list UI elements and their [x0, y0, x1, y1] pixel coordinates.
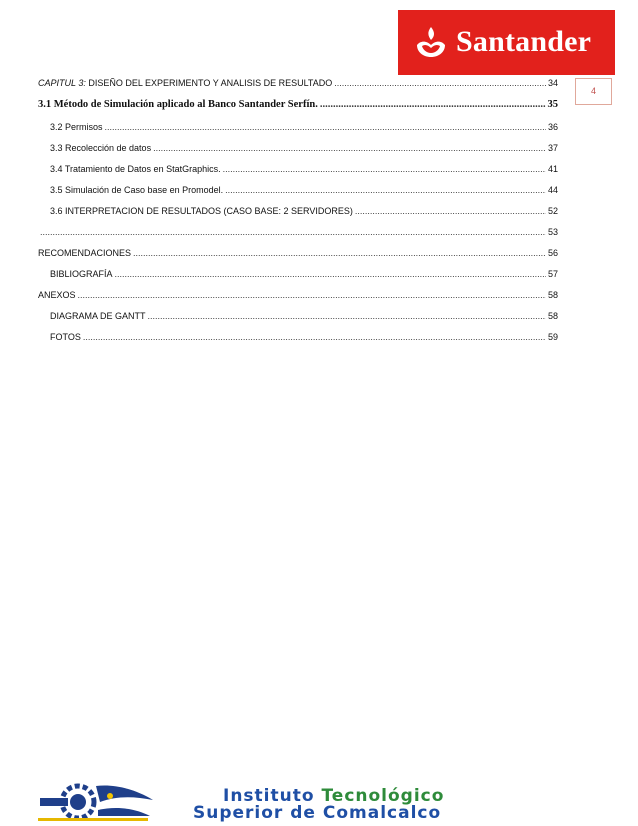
toc-entry[interactable] [38, 332, 558, 353]
toc-entry-title: 3.3 Recolección de datos [50, 143, 152, 153]
dot-leader [115, 269, 546, 279]
toc-entry-title: 3.1 Método de Simulación aplicado al Banco Santander Serfín. [38, 99, 318, 110]
dot-leader [223, 164, 546, 174]
dot-leader [78, 290, 546, 300]
toc-entry[interactable] [38, 122, 558, 143]
dot-leader [105, 122, 546, 132]
toc-entry-title [38, 78, 332, 88]
dot-leader [83, 332, 546, 342]
toc-entry-title: BIBLIOGRAFÍA [50, 269, 113, 279]
toc-entry-title: 3.6 INTERPRETACION DE RESULTADOS (CASO BASE: 2 SERVIDORES) [50, 206, 353, 216]
toc-entry[interactable] [38, 206, 558, 227]
toc-entry[interactable] [38, 269, 558, 290]
toc-entry[interactable] [38, 227, 558, 248]
table-of-contents [38, 78, 558, 353]
dot-leader [40, 227, 546, 237]
santander-flame-icon [413, 25, 449, 59]
toc-entry-title: RECOMENDACIONES [38, 248, 132, 258]
dot-leader [225, 185, 546, 195]
santander-logo [398, 10, 615, 75]
toc-entry-page: 37 [547, 143, 558, 153]
page-number-badge: 4 [575, 78, 612, 105]
toc-entry[interactable] [38, 311, 558, 332]
toc-entry-title: 3.2 Permisos [50, 122, 103, 132]
toc-entry[interactable] [38, 164, 558, 185]
toc-entry[interactable] [38, 143, 558, 164]
toc-entry-text: DISEÑO DEL EXPERIMENTO Y ANALISIS DE RESULTADO [85, 78, 333, 88]
dot-leader [133, 248, 546, 258]
toc-entry-title: 3.5 Simulación de Caso base en Promodel. [50, 185, 224, 195]
dot-leader [334, 78, 546, 88]
dot-leader [320, 99, 546, 110]
dot-leader [148, 311, 546, 321]
toc-entry-page: 52 [547, 206, 558, 216]
toc-entry-title: DIAGRAMA DE GANTT [50, 311, 146, 321]
toc-entry-title: FOTOS [50, 332, 81, 342]
toc-entry[interactable] [38, 290, 558, 311]
toc-entry-page: 35 [547, 99, 558, 110]
institute-footer [38, 780, 598, 822]
institute-word: Instituto [223, 786, 322, 806]
institute-word-green: Tecnológico [321, 786, 445, 806]
toc-entry-title: ANEXOS [38, 290, 76, 300]
toc-entry-page: 34 [547, 78, 558, 88]
toc-entry-page: 36 [547, 122, 558, 132]
institute-gear-logo-icon [38, 780, 158, 822]
brand-name: Santander [456, 25, 592, 58]
toc-entry-page: 56 [547, 248, 558, 258]
toc-entry-title: 3.4 Tratamiento de Datos en StatGraphics. [50, 164, 221, 174]
toc-entry-page: 44 [547, 185, 558, 195]
toc-entry-page: 57 [547, 269, 558, 279]
toc-entry-page: 53 [547, 227, 558, 237]
toc-entry-prefix: CAPITUL 3: [38, 78, 86, 88]
toc-entry[interactable] [38, 185, 558, 206]
toc-entry-page: 58 [547, 290, 558, 300]
institute-name-line2: Superior de Comalcalco [193, 803, 442, 823]
dot-leader [355, 206, 546, 216]
toc-entry-page: 59 [547, 332, 558, 342]
dot-leader [153, 143, 546, 153]
toc-entry[interactable] [38, 78, 558, 99]
toc-entry-page: 41 [547, 164, 558, 174]
toc-entry[interactable] [38, 99, 558, 122]
toc-entry[interactable] [38, 248, 558, 269]
toc-entry-page: 58 [547, 311, 558, 321]
